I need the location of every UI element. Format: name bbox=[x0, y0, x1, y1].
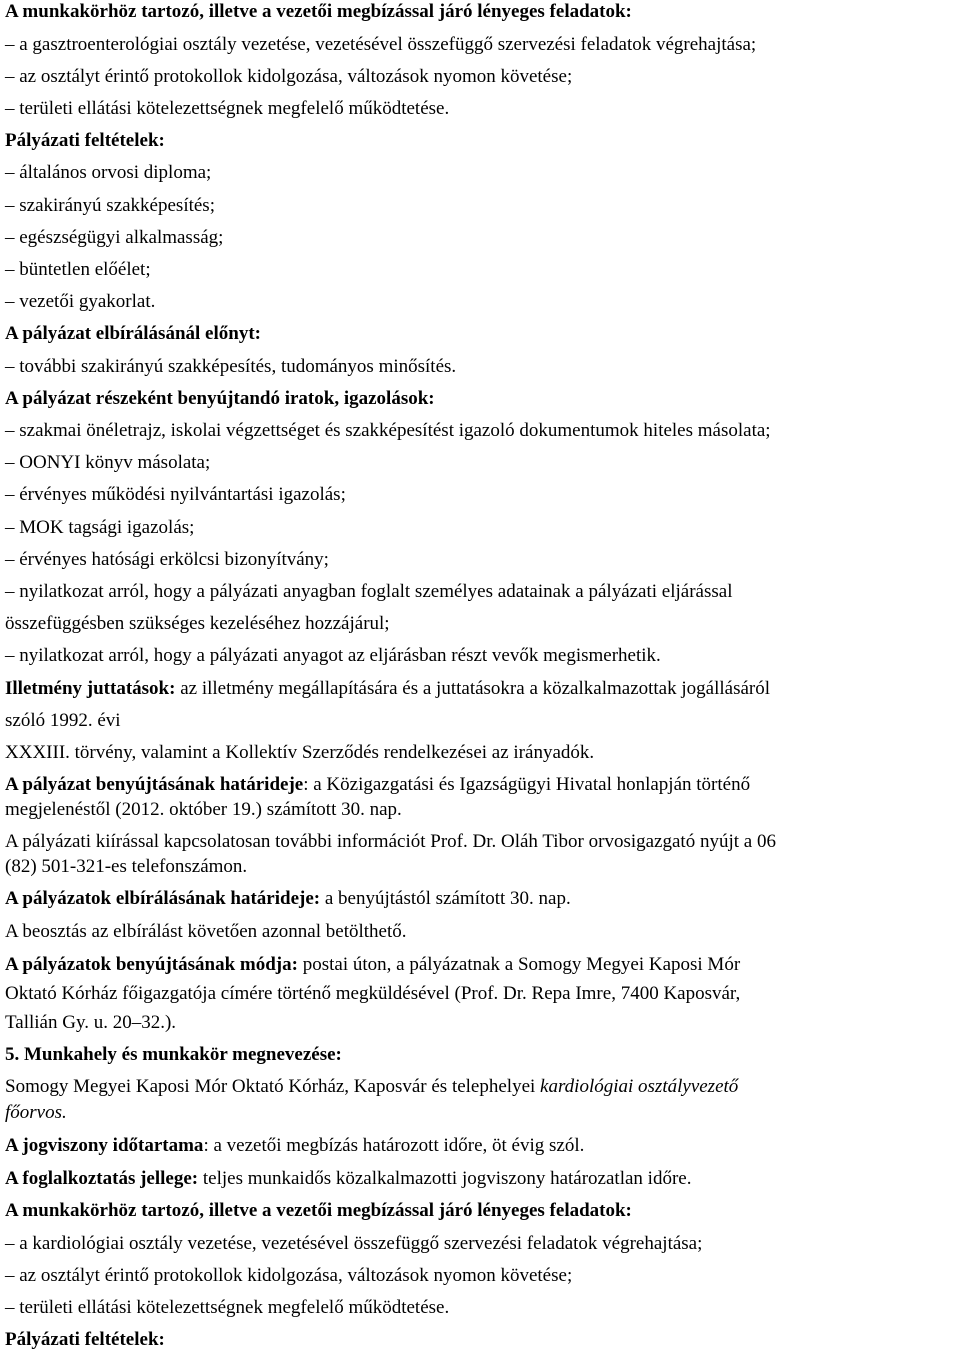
list-item: – érvényes működési nyilvántartási igazolás; bbox=[5, 484, 346, 505]
workplace-paragraph bbox=[5, 1077, 738, 1096]
deadline-label: A pályázat benyújtásának határideje bbox=[5, 774, 304, 795]
paragraph-line: Oktató Kórház főigazgatója címére történő megküldésével (Prof. Dr. Repa Imre, 7400 Kaposvár, bbox=[5, 983, 741, 1004]
section-heading-duties: A munkakörhöz tartozó, illetve a vezetői megbízással járó lényeges feladatok: bbox=[5, 1200, 632, 1221]
list-item: – büntetlen előélet; bbox=[5, 259, 151, 280]
submission-method-label: A pályázatok benyújtásának módja: bbox=[5, 954, 298, 975]
duration-label: A jogviszony időtartama bbox=[5, 1135, 204, 1156]
section-heading-requirements: Pályázati feltételek: bbox=[5, 130, 165, 151]
list-item: – az osztályt érintő protokollok kidolgozása, változások nyomon követése; bbox=[5, 1265, 573, 1286]
evaluation-deadline-label: A pályázatok elbírálásának határideje: bbox=[5, 888, 321, 909]
section-heading-advantage: A pályázat elbírálásánál előnyt: bbox=[5, 323, 261, 344]
paragraph-line: Tallián Gy. u. 20–32.). bbox=[5, 1012, 177, 1033]
list-item: – vezetői gyakorlat. bbox=[5, 291, 156, 312]
paragraph-line: szóló 1992. évi bbox=[5, 710, 121, 731]
list-item: – szakirányú szakképesítés; bbox=[5, 195, 215, 216]
evaluation-deadline-text: a benyújtástól számított 30. nap. bbox=[320, 888, 571, 909]
paragraph-line: A beosztás az elbírálást követően azonnal betölthető. bbox=[5, 921, 407, 942]
paragraph-line: (82) 501-321-es telefonszámon. bbox=[5, 856, 248, 877]
paragraph-line: XXXIII. törvény, valamint a Kollektív Szerződés rendelkezései az irányadók. bbox=[5, 742, 595, 763]
list-item: – területi ellátási kötelezettségnek megfelelő működtetése. bbox=[5, 98, 450, 119]
submission-method-paragraph bbox=[5, 955, 740, 974]
list-item: – további szakirányú szakképesítés, tudományos minősítés. bbox=[5, 356, 457, 377]
salary-text: az illetmény megállapítására és a juttatásokra a közalkalmazottak jogállásáról bbox=[175, 678, 771, 699]
list-item: – érvényes hatósági erkölcsi bizonyítvány; bbox=[5, 549, 329, 570]
list-item: – általános orvosi diploma; bbox=[5, 162, 212, 183]
section-heading-documents: A pályázat részeként benyújtandó iratok, igazolások: bbox=[5, 388, 435, 409]
info-paragraph: A pályázati kiírással kapcsolatosan további információt Prof. Dr. Oláh Tibor orvosigazgató nyújt a 06 bbox=[5, 831, 776, 852]
section-heading-workplace: 5. Munkahely és munkakör megnevezése: bbox=[5, 1044, 342, 1065]
submission-method-text: postai úton, a pályázatnak a Somogy Megyei Kaposi Mór bbox=[297, 954, 741, 975]
employment-type-paragraph bbox=[5, 1169, 691, 1188]
position-title-continuation: főorvos. bbox=[5, 1102, 67, 1123]
position-title: kardiológiai osztályvezető bbox=[540, 1076, 739, 1097]
deadline-paragraph bbox=[5, 775, 750, 794]
paragraph-line: megjelenéstől (2012. október 19.) számított 30. nap. bbox=[5, 799, 402, 820]
employment-type-label: A foglalkoztatás jellege: bbox=[5, 1168, 199, 1189]
section-heading-duties: A munkakörhöz tartozó, illetve a vezetői megbízással járó lényeges feladatok: bbox=[5, 1, 632, 22]
evaluation-deadline-paragraph bbox=[5, 889, 571, 908]
workplace-text: Somogy Megyei Kaposi Mór Oktató Kórház, Kaposvár és telephelyei bbox=[5, 1076, 541, 1097]
list-item: – a kardiológiai osztály vezetése, vezetésével összefüggő szervezési feladatok végrehajtása; bbox=[5, 1233, 703, 1254]
salary-paragraph bbox=[5, 679, 770, 698]
list-item: – az osztályt érintő protokollok kidolgozása, változások nyomon követése; bbox=[5, 66, 573, 87]
deadline-text: : a Közigazgatási és Igazságügyi Hivatal honlapján történő bbox=[303, 774, 751, 795]
employment-type-text: teljes munkaidős közalkalmazotti jogviszony határozatlan időre. bbox=[198, 1168, 692, 1189]
list-item: – területi ellátási kötelezettségnek megfelelő működtetése. bbox=[5, 1297, 450, 1318]
duration-paragraph bbox=[5, 1136, 584, 1155]
list-item: – OONYI könyv másolata; bbox=[5, 452, 211, 473]
list-item: – szakmai önéletrajz, iskolai végzettséget és szakképesítést igazoló dokumentumok hiteles másolata; bbox=[5, 420, 771, 441]
list-item: – a gasztroenterológiai osztály vezetése, vezetésével összefüggő szervezési feladatok végrehajtása; bbox=[5, 34, 757, 55]
list-item: – nyilatkozat arról, hogy a pályázati anyagban foglalt személyes adatainak a pályázati eljárással bbox=[5, 581, 733, 602]
salary-label: Illetmény juttatások: bbox=[5, 678, 176, 699]
list-item: – MOK tagsági igazolás; bbox=[5, 517, 195, 538]
list-item: – nyilatkozat arról, hogy a pályázati anyagot az eljárásban részt vevők megismerhetik. bbox=[5, 645, 661, 666]
section-heading-requirements: Pályázati feltételek: bbox=[5, 1329, 165, 1350]
duration-text: : a vezetői megbízás határozott időre, öt évig szól. bbox=[203, 1135, 585, 1156]
list-item: – egészségügyi alkalmasság; bbox=[5, 227, 224, 248]
list-item-continuation: összefüggésben szükséges kezeléséhez hozzájárul; bbox=[5, 613, 390, 634]
